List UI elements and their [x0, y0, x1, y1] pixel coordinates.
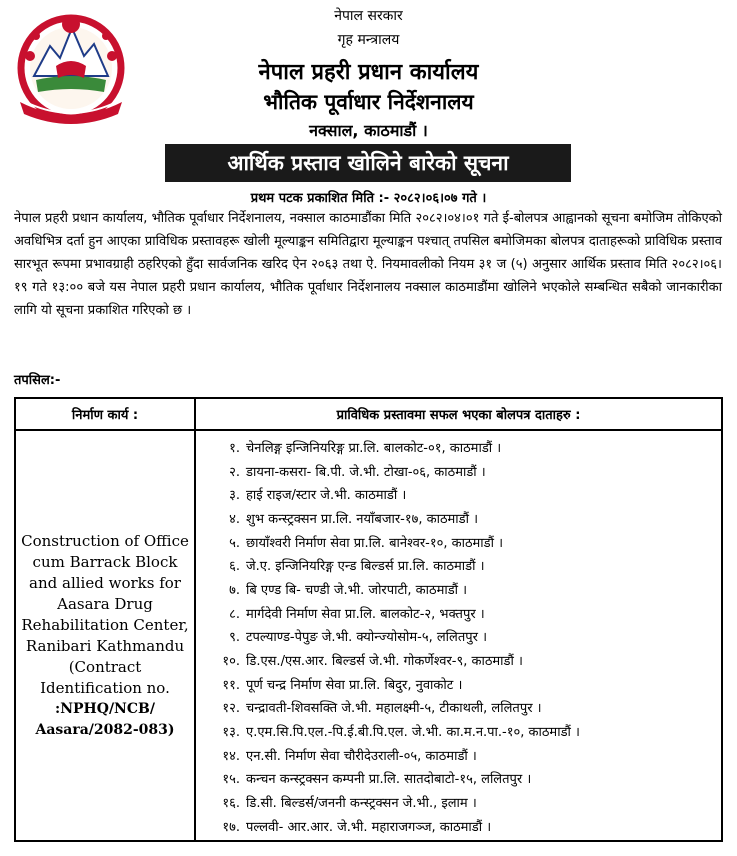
- column-header-bidders: प्राविधिक प्रस्तावमा सफल भएका बोलपत्र दाताहरु :: [336, 408, 581, 423]
- bidder-name: टपल्याण्ड-पेपुङ जे.भी. क्योन्ज्योसोम-५, ललितपुर ।: [246, 630, 488, 646]
- bidder-number: १७.: [222, 819, 240, 835]
- published-date: प्रथम पटक प्रकाशित मिति :- २०८२।०६।०७ गते ।: [250, 191, 487, 206]
- bidder-name: शुभ कन्स्ट्रक्सन प्रा.लि. नयाँबजार-१७, काठमाडौं ।: [246, 511, 479, 527]
- ministry-name: गृह मन्त्रालय: [337, 32, 400, 48]
- bidder-number: ३.: [229, 488, 240, 504]
- bidder-number: १०.: [222, 654, 240, 670]
- bidder-name: छायाँश्वरी निर्माण सेवा प्रा.लि. बानेश्वर-१०, काठमाडौं ।: [246, 535, 504, 551]
- bidder-number: ७.: [229, 582, 240, 598]
- govt-name: नेपाल सरकार: [334, 8, 403, 24]
- bidder-name: मार्गदेवी निर्माण सेवा प्रा.लि. बालकोट-२, भक्तपुर ।: [246, 606, 485, 622]
- office-address: नक्साल, काठमाडौं ।: [309, 121, 428, 140]
- list-item: [202, 625, 717, 649]
- bidder-number: १२.: [222, 701, 240, 717]
- bidder-list: [202, 435, 717, 838]
- bidders-table: [14, 397, 723, 842]
- notice-title: आर्थिक प्रस्ताव खोलिने बारेको सूचना: [165, 144, 571, 182]
- bidder-number: १६.: [222, 796, 240, 812]
- bidder-name: पल्लवी- आर.आर. जे.भी. महाराजगञ्ज, काठमाडौं ।: [246, 819, 492, 835]
- bidder-number: २.: [229, 464, 240, 480]
- list-item: [202, 790, 717, 814]
- list-item: [202, 719, 717, 743]
- list-item: [202, 767, 717, 791]
- bidder-name: एन.सी. निर्माण सेवा चौरीदेउराली-०५, काठमाडौं ।: [246, 748, 477, 764]
- bidder-name: डि.सी. बिल्डर्स/जननी कन्स्ट्रक्सन जे.भी., इलाम ।: [246, 796, 477, 812]
- bidder-name: पूर्ण चन्द्र निर्माण सेवा प्रा.लि. बिदुर, नुवाकोट ।: [246, 677, 463, 693]
- list-item: [202, 601, 717, 625]
- bidder-number: ६.: [229, 559, 240, 575]
- list-item: [202, 814, 717, 838]
- bidder-name: बि एण्ड बि- चण्डी जे.भी. जोरपाटी, काठमाडौं ।: [246, 582, 468, 598]
- work-description: Construction of Office cum Barrack Block and allied works for Aasara Drug Rehabilitation Center, Ranibari Kathmandu (Contract Identification no.: [21, 531, 189, 697]
- bidder-name: डि.एस./एस.आर. बिल्डर्स जे.भी. गोकर्णेश्वर-९, काठमाडौं ।: [246, 654, 523, 670]
- list-item: [202, 459, 717, 483]
- bidder-name: चन्द्रावती-शिवसक्ति जे.भी. महालक्ष्मी-५, टीकाथली, ललितपुर ।: [246, 701, 542, 717]
- bidder-name: चेनलिङ्ग इन्जिनियरिङ्ग प्रा.लि. बालकोट-०१, काठमाडौं ।: [246, 440, 502, 456]
- list-item: [202, 506, 717, 530]
- letterhead: [0, 0, 737, 140]
- bidder-number: १४.: [222, 748, 240, 764]
- bidder-name: ए.एम.सि.पि.एल.-पि.ई.बी.पि.एल. जे.भी. का.म.न.पा.-१०, काठमाडौं ।: [246, 725, 580, 741]
- bidder-number: १५.: [222, 772, 240, 788]
- work-cell: [16, 431, 194, 840]
- list-item: [202, 743, 717, 767]
- bidder-name: जे.ए. इन्जिनियरिङ्ग एन्ड बिल्डर्स प्रा.लि. काठमाडौं ।: [246, 559, 485, 575]
- bidder-name: हाई राइज/स्टार जे.भी. काठमाडौं ।: [246, 488, 407, 504]
- directorate-name: भौतिक पूर्वाधार निर्देशनालय: [263, 90, 474, 114]
- list-item: [202, 482, 717, 506]
- list-item: [202, 435, 717, 459]
- list-item: [202, 577, 717, 601]
- bidder-name: कन्चन कन्स्ट्रक्सन कम्पनी प्रा.लि. सातदोबाटो-१५, ललितपुर ।: [246, 772, 532, 788]
- bidder-number: १३.: [222, 725, 240, 741]
- list-item: [202, 530, 717, 554]
- contract-identification: :NPHQ/NCB/ Aasara/2082-083): [35, 700, 175, 738]
- bidder-number: १.: [229, 440, 240, 456]
- notice-body: नेपाल प्रहरी प्रधान कार्यालय, भौतिक पूर्वाधार निर्देशनालय, नक्साल काठमाडौंका मिति २०८२।०४।०१ गते ई-बोलपत्र आह्वानको सूचना बमोजिम तोकिएको अवधिभित्र दर्ता हुन आएका प्राविधिक प्रस्तावहरू खोली मूल्याङ्कन समितिद्वारा मूल्याङ्कन पश्चात् तपसिल बमोजिमका बोलपत्र दाताहरूको प्राविधिक प्रस्ताव सारभूत रूपमा प्रभावग्राही ठहरिएको हुँदा सार्वजनिक खरिद ऐन २०६३ तथा ऐ. नियमावलीको नियम ३१ ज (५) अनुसार आर्थिक प्रस्ताव मिति २०८२।०६।१९ गते १३:०० बजे यस नेपाल प्रहरी प्रधान कार्यालय, भौतिक पूर्वाधार निर्देशनालय नक्साल काठमाडौंमा खोलिने भएकोले सम्बन्धित सबैको जानकारीका लागि यो सूचना प्रकाशित गरिएको छ ।: [14, 211, 722, 318]
- column-header-work: निर्माण कार्य :: [71, 408, 139, 423]
- list-item: [202, 672, 717, 696]
- column-divider: [194, 399, 196, 840]
- bidder-number: ८.: [229, 606, 240, 622]
- bidder-number: ५.: [229, 535, 240, 551]
- list-item: [202, 696, 717, 720]
- office-name: नेपाल प्रहरी प्रधान कार्यालय: [258, 60, 479, 85]
- bidder-name: डायना-कसरा- बि.पी. जे.भी. टोखा-०६, काठमाडौं ।: [246, 464, 486, 480]
- list-item: [202, 648, 717, 672]
- bidder-number: ४.: [229, 511, 240, 527]
- details-label: तपसिल:-: [14, 373, 61, 388]
- bidder-number: ९.: [229, 630, 240, 646]
- bidder-number: ११.: [222, 677, 240, 693]
- list-item: [202, 553, 717, 577]
